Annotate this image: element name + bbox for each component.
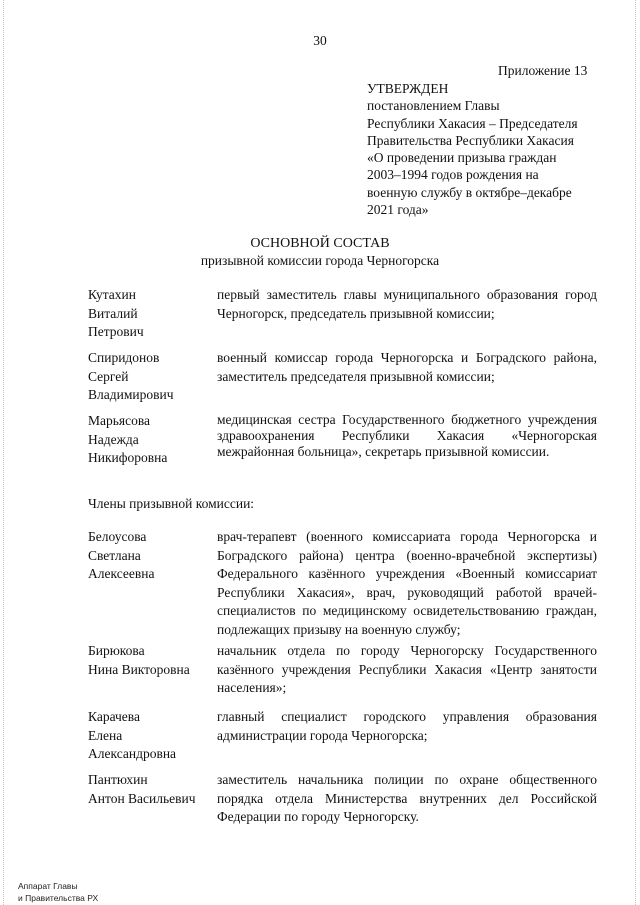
approval-block — [367, 80, 617, 218]
approval-heading: УТВЕРЖДЕН — [367, 81, 449, 96]
document-subtitle: призывной комиссии города Черногорска — [200, 253, 440, 268]
member-name: Пантюхин Антон Васильевич — [88, 772, 196, 806]
approval-line: Правительства Республики Хакасия — [367, 132, 574, 148]
document-title: ОСНОВНОЙ СОСТАВ — [250, 236, 390, 251]
member-description: главный специалист городского управления образования администрации города Черногорска; — [217, 709, 597, 743]
member-name: Марьясова Надежда Никифоровна — [88, 413, 168, 465]
page-number: 30 — [313, 33, 327, 48]
approval-line: 2021 года» — [367, 202, 429, 218]
approval-line: «О проведении призыва граждан — [367, 150, 557, 166]
member-description: заместитель начальника полиции по охране общественного порядка отдела Министерства внутренних дел Российской Федерации по городу Черногорску. — [217, 772, 597, 824]
approval-line: 2003–1994 годов рождения на — [367, 167, 539, 183]
member-name: Белоусова Светлана Алексеевна — [88, 529, 155, 581]
member-description: медицинская сестра Государственного бюджетного учреждения здравоохранения Республики Хакасия «Черногорская межрайонная больница», секретарь призывной комиссии. — [217, 412, 597, 460]
member-description: военный комиссар города Черногорска и Боградского района, заместитель председателя призывной комиссии; — [217, 350, 597, 384]
appendix-label: Приложение 13 — [498, 63, 588, 78]
member-name: Карачева Елена Александровна — [88, 709, 177, 761]
member-description: начальник отдела по городу Черногорску Государственного казённого учреждения Республики Хакасия «Центр занятости населения»; — [217, 643, 597, 695]
approval-line: военную службу в октябре–декабре — [367, 184, 572, 200]
approval-line: постановлением Главы — [367, 98, 500, 114]
member-description: врач-терапевт (военного комиссариата города Черногорска и Боградского района) центра (военно-врачебной экспертизы) Федерального казённого учреждения «Военный комиссариат Республики Хакасия», врач, руководящий работой врачей-специалистов по медицинскому освидетельствованию граждан, подлежащих призыву на военную службу; — [217, 529, 597, 637]
member-name: Бирюкова Нина Викторовна — [88, 643, 190, 677]
member-name: Кутахин Виталий Петрович — [88, 287, 144, 339]
footer-stamp: Аппарат Главы и Правительства РХ — [18, 881, 99, 903]
members-heading: Члены призывной комиссии: — [88, 496, 255, 511]
approval-line: Республики Хакасия – Председателя — [367, 115, 578, 131]
member-name: Спиридонов Сергей Владимирович — [88, 350, 174, 402]
member-description: первый заместитель главы муниципального образования город Черногорск, председатель призывной комиссии; — [217, 287, 597, 321]
